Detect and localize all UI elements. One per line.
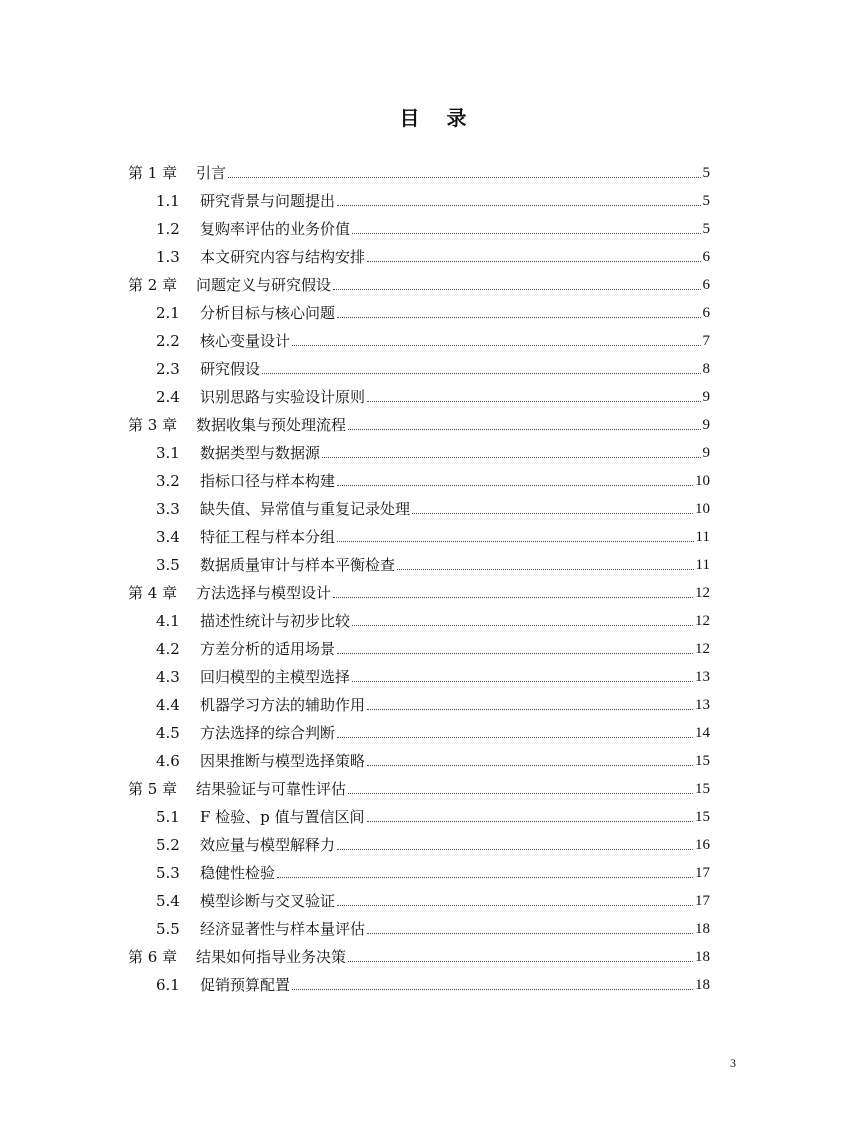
toc-section-entry[interactable] xyxy=(128,658,710,686)
toc-entry-page: 9 xyxy=(702,417,710,433)
dot-leader xyxy=(292,345,700,346)
toc-section-entry[interactable] xyxy=(128,798,710,826)
toc-entry-page: 17 xyxy=(695,865,710,881)
dot-leader xyxy=(367,709,693,710)
toc-section-entry[interactable] xyxy=(128,714,710,742)
dot-leader xyxy=(333,289,700,290)
dot-leader xyxy=(337,737,693,738)
toc-entry-label: 数据类型与数据源 xyxy=(200,444,321,462)
toc-entry-page: 11 xyxy=(695,529,710,545)
toc-entry-number: 5.3 xyxy=(156,864,180,882)
dot-leader xyxy=(367,821,693,822)
toc-entry-number: 3.4 xyxy=(156,528,180,546)
toc-entry-number: 4.3 xyxy=(156,668,180,686)
toc-entry-label: 研究假设 xyxy=(200,360,261,378)
toc-entry-label: 研究背景与问题提出 xyxy=(200,192,336,210)
toc-entry-label: 模型诊断与交叉验证 xyxy=(200,892,336,910)
toc-entry-label: 稳健性检验 xyxy=(200,864,276,882)
toc-entry-label: 数据质量审计与样本平衡检查 xyxy=(200,556,396,574)
toc-entry-label: 描述性统计与初步比较 xyxy=(200,612,351,630)
dot-leader xyxy=(397,569,694,570)
toc-chapter-entry[interactable] xyxy=(128,154,710,182)
toc-section-entry[interactable] xyxy=(128,294,710,322)
toc-section-entry[interactable] xyxy=(128,182,710,210)
toc-chapter-entry[interactable] xyxy=(128,574,710,602)
dot-leader xyxy=(348,793,693,794)
toc-entry-number: 2.2 xyxy=(156,332,180,350)
toc-entry-number: 第 3 章 xyxy=(128,416,178,434)
toc-entry-number: 3.3 xyxy=(156,500,180,518)
toc-section-entry[interactable] xyxy=(128,966,710,994)
toc-entry-page: 15 xyxy=(695,753,710,769)
toc-entry-label: 本文研究内容与结构安排 xyxy=(200,248,366,266)
toc-entry-label: 经济显著性与样本量评估 xyxy=(200,920,366,938)
toc-entry-number: 4.5 xyxy=(156,724,180,742)
toc-section-entry[interactable] xyxy=(128,210,710,238)
toc-entry-label: 问题定义与研究假设 xyxy=(196,276,332,294)
dot-leader xyxy=(337,317,700,318)
dot-leader xyxy=(322,457,700,458)
toc-entry-number: 第 5 章 xyxy=(128,780,178,798)
toc-entry-page: 6 xyxy=(702,305,710,321)
toc-entry-page: 13 xyxy=(695,697,710,713)
toc-entry-label: 指标口径与样本构建 xyxy=(200,472,336,490)
dot-leader xyxy=(337,205,700,206)
toc-entry-page: 5 xyxy=(702,165,710,181)
toc-entry-number: 5.2 xyxy=(156,836,180,854)
toc-entry-page: 16 xyxy=(695,837,710,853)
dot-leader xyxy=(352,233,700,234)
dot-leader xyxy=(367,933,693,934)
toc-section-entry[interactable] xyxy=(128,546,710,574)
toc-entry-page: 10 xyxy=(695,501,710,517)
toc-section-entry[interactable] xyxy=(128,238,710,266)
toc-entry-label: 因果推断与模型选择策略 xyxy=(200,752,366,770)
toc-entry-number: 第 4 章 xyxy=(128,584,178,602)
toc-entry-page: 9 xyxy=(702,445,710,461)
toc-entry-page: 7 xyxy=(702,333,710,349)
toc-entry-label: 核心变量设计 xyxy=(200,332,291,350)
toc-entry-label: 方差分析的适用场景 xyxy=(200,640,336,658)
toc-entry-number: 3.1 xyxy=(156,444,180,462)
toc-entry-page: 12 xyxy=(695,585,710,601)
toc-section-entry[interactable] xyxy=(128,518,710,546)
toc-entry-page: 6 xyxy=(702,277,710,293)
toc-title: 目 录 xyxy=(399,106,477,130)
toc-section-entry[interactable] xyxy=(128,742,710,770)
toc-entry-number: 第 1 章 xyxy=(128,164,178,182)
toc-entry-page: 10 xyxy=(695,473,710,489)
toc-entry-number: 2.4 xyxy=(156,388,180,406)
toc-entry-page: 18 xyxy=(695,949,710,965)
toc-entry-number: 1.1 xyxy=(156,192,180,210)
dot-leader xyxy=(262,373,700,374)
toc-entry-number: 第 6 章 xyxy=(128,948,178,966)
toc-entry-number: 4.1 xyxy=(156,612,180,630)
dot-leader xyxy=(337,485,693,486)
toc-chapter-entry[interactable] xyxy=(128,406,710,434)
toc-entry-page: 12 xyxy=(695,613,710,629)
dot-leader xyxy=(337,653,693,654)
toc-entry-number: 2.1 xyxy=(156,304,180,322)
toc-entry-number: 2.3 xyxy=(156,360,180,378)
toc-section-entry[interactable] xyxy=(128,602,710,630)
toc-entry-label: 回归模型的主模型选择 xyxy=(200,668,351,686)
toc-entry-page: 14 xyxy=(695,725,710,741)
toc-entry-number: 5.5 xyxy=(156,920,180,938)
toc-entry-number: 3.5 xyxy=(156,556,180,574)
toc-entry-label: 方法选择的综合判断 xyxy=(200,724,336,742)
dot-leader xyxy=(228,177,700,178)
dot-leader xyxy=(348,429,700,430)
toc-chapter-entry[interactable] xyxy=(128,938,710,966)
toc-entry-page: 11 xyxy=(695,557,710,573)
toc-entry-label: 方法选择与模型设计 xyxy=(196,584,332,602)
toc-entry-number: 5.1 xyxy=(156,808,180,826)
dot-leader xyxy=(348,961,693,962)
toc-entry-page: 13 xyxy=(695,669,710,685)
toc-section-entry[interactable] xyxy=(128,378,710,406)
page-number: 3 xyxy=(730,1056,736,1070)
toc-entry-label: 识别思路与实验设计原则 xyxy=(200,388,366,406)
toc-entry-label: 引言 xyxy=(196,164,227,182)
dot-leader xyxy=(277,877,693,878)
toc-section-entry[interactable] xyxy=(128,490,710,518)
toc-entry-number: 4.6 xyxy=(156,752,180,770)
toc-section-entry[interactable] xyxy=(128,322,710,350)
dot-leader xyxy=(333,597,693,598)
toc-entry-number: 4.2 xyxy=(156,640,180,658)
toc-entry-page: 6 xyxy=(702,249,710,265)
toc-section-entry[interactable] xyxy=(128,882,710,910)
toc-entry-number: 1.2 xyxy=(156,220,180,238)
dot-leader xyxy=(292,989,693,990)
toc-entry-number: 1.3 xyxy=(156,248,180,266)
dot-leader xyxy=(367,765,693,766)
toc-entry-label: 缺失值、异常值与重复记录处理 xyxy=(200,500,411,518)
toc-section-entry[interactable] xyxy=(128,686,710,714)
toc-entry-label: 数据收集与预处理流程 xyxy=(196,416,347,434)
dot-leader xyxy=(367,401,700,402)
toc-entry-label: 结果验证与可靠性评估 xyxy=(196,780,347,798)
toc-entry-page: 12 xyxy=(695,641,710,657)
toc-entry-label: 分析目标与核心问题 xyxy=(200,304,336,322)
toc-entry-number: 6.1 xyxy=(156,976,180,994)
dot-leader xyxy=(367,261,700,262)
toc-entry-page: 18 xyxy=(695,977,710,993)
toc-entry-page: 9 xyxy=(702,389,710,405)
dot-leader xyxy=(337,541,694,542)
toc-section-entry[interactable] xyxy=(128,630,710,658)
toc-section-entry[interactable] xyxy=(128,910,710,938)
toc-entry-page: 5 xyxy=(702,221,710,237)
toc-entry-page: 15 xyxy=(695,781,710,797)
toc-entry-page: 18 xyxy=(695,921,710,937)
toc-section-entry[interactable] xyxy=(128,826,710,854)
toc-entry-label: 促销预算配置 xyxy=(200,976,291,994)
toc-entry-page: 15 xyxy=(695,809,710,825)
toc-chapter-entry[interactable] xyxy=(128,266,710,294)
toc-section-entry[interactable] xyxy=(128,434,710,462)
toc-section-entry[interactable] xyxy=(128,854,710,882)
toc-entry-number: 第 2 章 xyxy=(128,276,178,294)
toc-entry-number: 3.2 xyxy=(156,472,180,490)
toc-section-entry[interactable] xyxy=(128,462,710,490)
toc-entry-label: F 检验、p 值与置信区间 xyxy=(200,808,365,826)
toc-entry-number: 4.4 xyxy=(156,696,180,714)
dot-leader xyxy=(412,513,693,514)
toc-entry-label: 复购率评估的业务价值 xyxy=(200,220,351,238)
table-of-contents xyxy=(128,154,710,994)
toc-entry-label: 特征工程与样本分组 xyxy=(200,528,336,546)
dot-leader xyxy=(337,905,693,906)
toc-entry-page: 17 xyxy=(695,893,710,909)
dot-leader xyxy=(352,681,693,682)
toc-entry-page: 5 xyxy=(702,193,710,209)
toc-entry-number: 5.4 xyxy=(156,892,180,910)
toc-section-entry[interactable] xyxy=(128,350,710,378)
toc-entry-label: 机器学习方法的辅助作用 xyxy=(200,696,366,714)
dot-leader xyxy=(337,849,693,850)
dot-leader xyxy=(352,625,693,626)
toc-chapter-entry[interactable] xyxy=(128,770,710,798)
toc-entry-label: 结果如何指导业务决策 xyxy=(196,948,347,966)
toc-entry-label: 效应量与模型解释力 xyxy=(200,836,336,854)
toc-entry-page: 8 xyxy=(702,361,710,377)
